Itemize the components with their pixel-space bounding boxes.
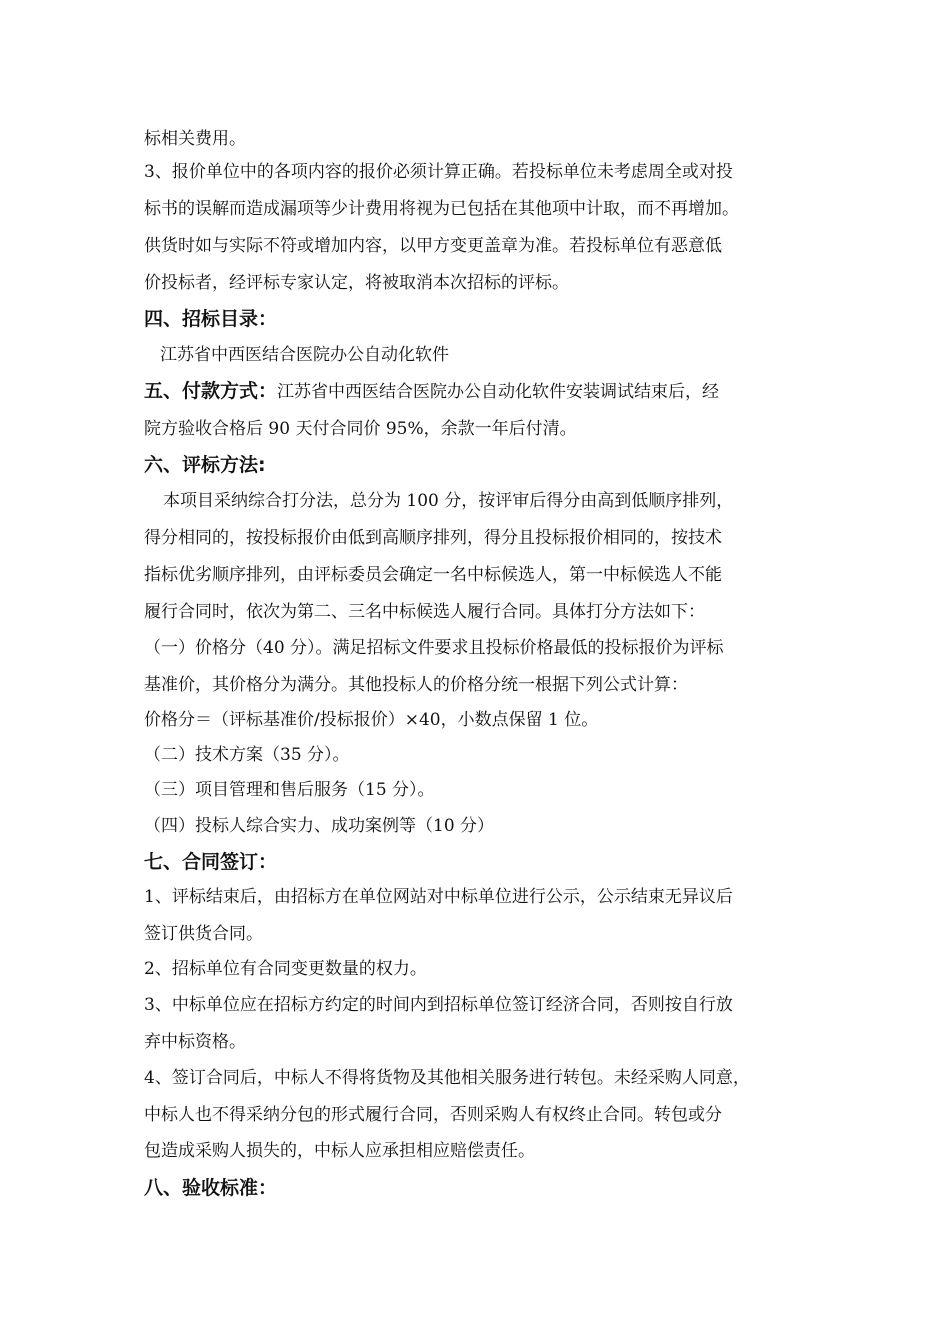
section-heading-4: 四、招标目录：: [144, 308, 278, 330]
paragraph-line: 得分相同的，按投标报价由低到高顺序排列，得分且投标报价相同的，按技术: [144, 528, 722, 548]
paragraph-line: 1、评标结束后，由招标方在单位网站对中标单位进行公示，公示结束无异议后: [144, 887, 733, 907]
formula-line: 价格分＝（评标基准价/投标报价）×40，小数点保留 1 位。: [144, 710, 599, 730]
section-heading-5: 五、付款方式：: [144, 380, 278, 402]
paragraph-line: 3、报价单位中的各项内容的报价必须计算正确。若投标单位未考虑周全或对投: [144, 162, 733, 182]
paragraph-line: 中标人也不得采纳分包的形式履行合同，否则采购人有权终止合同。转包或分: [144, 1105, 722, 1125]
paragraph-line: 价投标者，经评标专家认定，将被取消本次招标的评标。: [144, 273, 569, 293]
paragraph-line: 标书的误解而造成漏项等少计费用将视为已包括在其他项中计取，而不再增加。: [144, 199, 739, 219]
list-item: （四）投标人综合实力、成功案例等（10 分）: [144, 816, 495, 836]
paragraph-line: 供货时如与实际不符或增加内容，以甲方变更盖章为准。若投标单位有恶意低: [144, 236, 722, 256]
paragraph-line: 本项目采纳综合打分法，总分为 100 分，按评审后得分由高到低顺序排列，: [163, 491, 734, 511]
section-heading-6: 六、评标方法:: [144, 454, 266, 476]
paragraph-line: 3、中标单位应在招标方约定的时间内到招标单位签订经济合同，否则按自行放: [144, 995, 733, 1015]
list-item: （三）项目管理和售后服务（15 分）。: [144, 780, 435, 800]
list-item: （二）技术方案（35 分）。: [144, 745, 350, 765]
section-heading-7: 七、合同签订：: [144, 851, 278, 873]
payment-text: 江苏省中西医结合医院办公自动化软件安装调试结束后，经: [277, 382, 720, 402]
paragraph-line: 4、签订合同后，中标人不得将货物及其他相关服务进行转包。未经采购人同意，: [144, 1068, 750, 1088]
section-heading-8: 八、验收标准：: [144, 1177, 278, 1199]
paragraph-line: 弃中标资格。: [144, 1032, 246, 1052]
paragraph-line: 指标优劣顺序排列，由评标委员会确定一名中标候选人，第一中标候选人不能: [144, 565, 722, 585]
catalog-item: 江苏省中西医结合医院办公自动化软件: [160, 345, 449, 365]
paragraph-line: 包造成采购人损失的，中标人应承担相应赔偿责任。: [144, 1141, 535, 1161]
paragraph-line: 标相关费用。: [144, 129, 246, 149]
paragraph-line: 院方验收合格后 90 天付合同价 95%，余款一年后付清。: [144, 419, 577, 439]
paragraph-line: 基准价，其价格分为满分。其他投标人的价格分统一根据下列公式计算：: [144, 675, 688, 695]
paragraph-line: 履行合同时，依次为第二、三名中标候选人履行合同。具体打分方法如下：: [144, 602, 705, 622]
paragraph-line: 2、招标单位有合同变更数量的权力。: [144, 959, 427, 979]
paragraph-line: 签订供货合同。: [144, 924, 263, 944]
paragraph-line: （一）价格分（40 分）。满足招标文件要求且投标价格最低的投标报价为评标: [144, 638, 724, 658]
payment-line: [144, 380, 830, 403]
